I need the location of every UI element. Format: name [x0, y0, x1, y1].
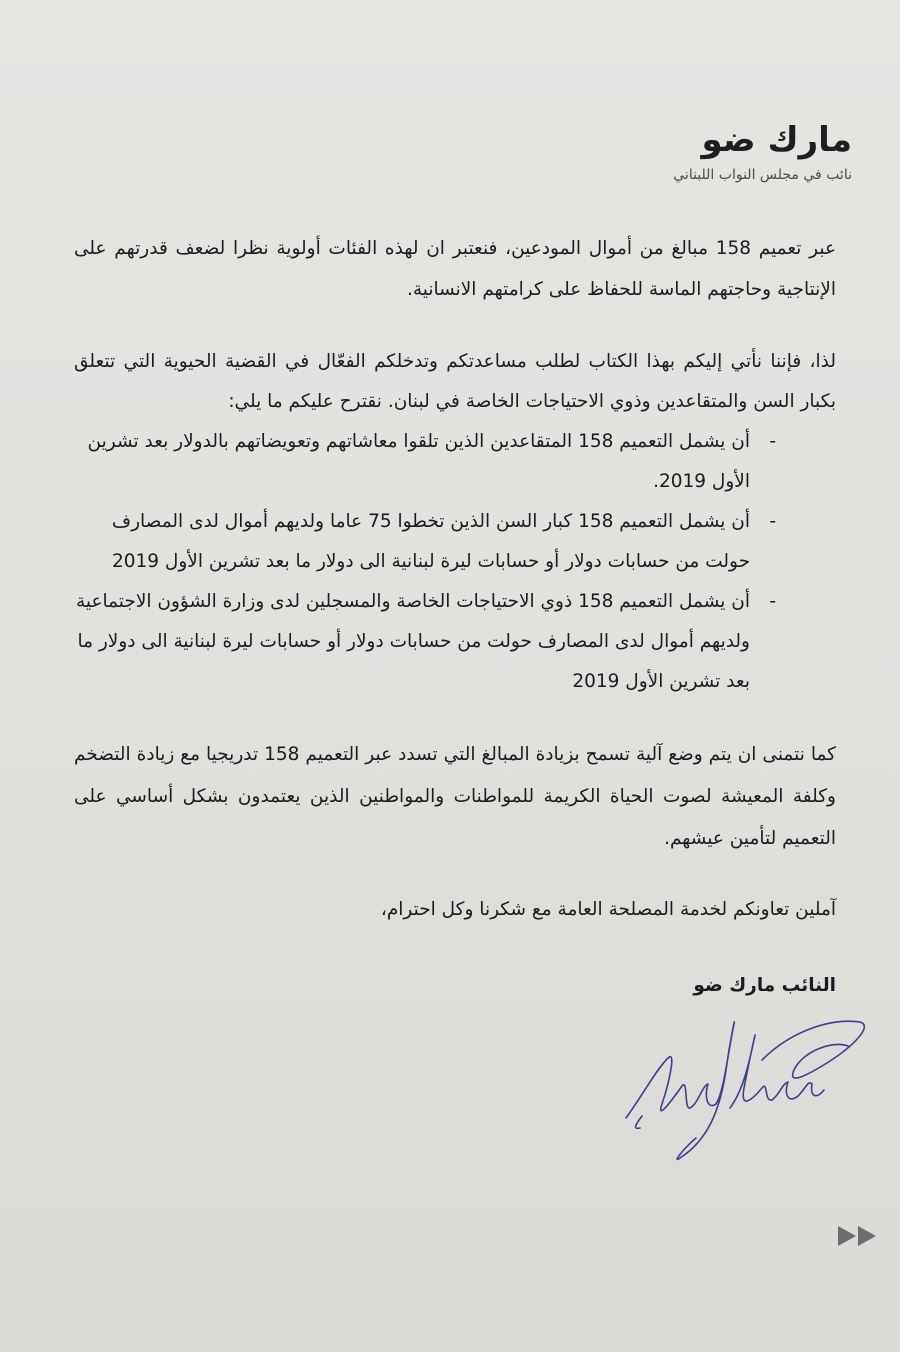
signatory-name: النائب مارك ضو	[693, 975, 836, 996]
letterhead-subtitle: نائب في مجلس النواب اللبناني	[673, 167, 852, 183]
paragraph-intro: عبر تعميم 158 مبالغ من أموال المودعين، فنعتبر ان لهذه الفئات أولوية نظرا لضعف قدرتهم على الإنتاجية وحاجتهم الماسة للحفاظ على كرامتهم الانسانية.	[74, 238, 836, 300]
paragraph-request: لذا، فإننا نأتي إليكم بهذا الكتاب لطلب مساعدتكم وتدخلكم الفعّال في القضية الحيوية التي تتعلق بكبار السن والمتقاعدين وذوي الاحتياجات الخاصة في لبنان. نقترح عليكم ما يلي:	[74, 351, 836, 412]
list-dash: -	[769, 591, 776, 612]
paragraph-closing: آملين تعاونكم لخدمة المصلحة العامة مع شكرنا وكل احترام،	[380, 899, 836, 920]
list-item-text: أن يشمل التعميم 158 ذوي الاحتياجات الخاصة والمسجلين لدى وزارة الشؤون الاجتماعية ولديهم أموال لدى المصارف حولت من حسابات دولار أو حسابات ليرة لبنانية الى دولار ما بعد تشرين الأول 2019	[75, 591, 750, 692]
handwritten-signature	[612, 1000, 874, 1170]
list-dash: -	[769, 431, 776, 452]
list-item	[74, 582, 836, 702]
list-item-text: أن يشمل التعميم 158 كبار السن الذين تخطوا 75 عاما ولديهم أموال لدى المصارف حولت من حسابات دولار أو حسابات ليرة لبنانية الى دولار ما بعد تشرين الأول 2019	[111, 511, 750, 572]
fast-forward-icon[interactable]	[836, 1222, 880, 1250]
list-item-text: أن يشمل التعميم 158 المتقاعدين الذين تلقوا معاشاتهم وتعويضاتهم بالدولار بعد تشرين الأول 2019.	[87, 431, 750, 492]
list-dash: -	[769, 511, 776, 532]
paragraph-mechanism: كما نتمنى ان يتم وضع آلية تسمح بزيادة المبالغ التي تسدد عبر التعميم 158 تدريجيا مع زيادة التضخم وكلفة المعيشة لصوت الحياة الكريمة للمواطنات والمواطنين الذين يعتمدون بشكل أساسي على التعميم لتأمين عيشهم.	[74, 744, 836, 849]
letterhead	[673, 118, 852, 186]
proposal-list	[74, 422, 836, 702]
list-item	[74, 422, 836, 502]
letterhead-name: مارك ضو	[701, 120, 852, 160]
list-item	[74, 502, 836, 582]
